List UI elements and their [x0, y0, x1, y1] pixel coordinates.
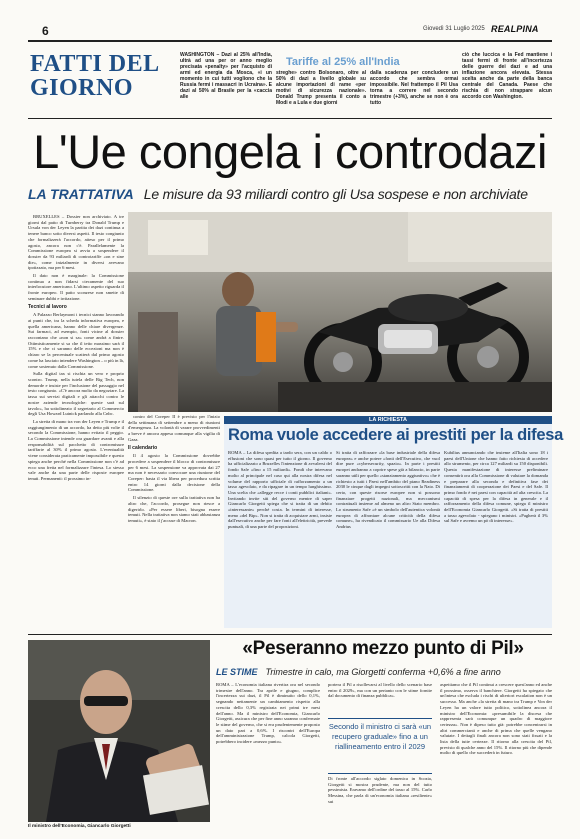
issue-date: Giovedì 31 Luglio 2025 [423, 26, 485, 32]
box-difesa-col1: ROMA – La difesa spedita a tardo sera, con un caldo o effusioni che sono quasi per tutto il giorno. Il governo ha ufficializzato a Bruxelles l'intenzione di avvalersi del fondo Safe «fino a 15 miliardi». Fondi che intervano molto al principale nel caso qui alla nostra difesa nel volume del rapporto ufficiale di rafforzamento a un tasso agevolato, e da ripagare in un tempo lunghissimo. Una scelta che «allegge recce i conti pubblici italiani». Invitando invite siti del governo mentre di saper Giancarlo Giorgetti spiega che si tratta di un debito «interessante» perché costa. In termini di interesse, meno «del Btp». Non si tratta di acquistare armi, insiste dall'esecutivo anche per fare fonti all'elettricità, prevede puntuali, di una parte del proposizioni. [228, 450, 332, 530]
box-difesa-headline: Roma vuole accedere ai prestiti per la difesa [228, 426, 563, 444]
main-headline: L'Ue congela i controdazi [33, 125, 547, 178]
giorgetti-photo-illustration [28, 640, 210, 822]
section-title [30, 52, 180, 101]
left-paragraph: BRUXELLES – Dossier non archiviato. A tre giorni dal patto di Turnberry tra Donald Trump e Ursula von der Leyen la partita dei dazi continua a tenere banco sotto diversi aspetti. Il testo congiunto che formalizzerà l'accordo, atteso per il primo agosto, ancora non c'è. Parallelamente la Commissione europea si avvia a sospendere il dossier da 93 miliardi di controtariffe «on e sine die», come inizialmente in diversi avevano ipotizzato, ma per 6 mesi. [28, 214, 124, 271]
header-rule [28, 40, 552, 42]
box-difesa-col3: Kubilius annunciando che insieme all'Italia sono 18 i paesi dell'Unione che hanno fatto richiesta di accedere allo strumento, per circa 127 miliardi su 150 disponibili. Questa manifestazione di interesse preliminare consentirà ora alla Commissione di valutare la domanda e preparare alla seconda e definitiva fase dei finanziamenti di cooperazione dei Paesi e del Safe. Il primo fondo è nei paesi con capacità ad alta crescita. La capacità di spesa per la difesa in generale e il rafforzamento della difesa comune, spiega il ministro dell'Economia Giancarlo Giorgetti. «Si tratta di prestiti a tasso agevolato - spiegano i ministri. «Pagherà il 3% sul Safe e avremo un pò di interesse». [444, 450, 548, 524]
box-difesa-col2: Si tratta di rafforzare «la base industriale della difesa europea» e anche potere «fonti dell'Esecutivo, che vuol dire pure «cybersecurity, spazio». In parte i prestiti europei andranno a coprire spese già a bilancio, in parte saranno utili per quello «stanziamento aggiuntivo» che è richiesto a tutti i Paesi nell'ambito del piano Readiness 2030 le cinque dagli impegni sottoscritti con la Nato. Di certo, con queste risorse europee non si possono finanziare progetti nazionali, ma meccanismi contrattuali insieme ad almeno un altro Stato membro. Lo strumento Safe «è un simbolo dell'autentica volontà europea di affrontare alcune criticità della difesa comune», ha rivendicato il commissario Ue alla Difesa Andrius [336, 450, 440, 530]
top-strip-rule [28, 118, 552, 119]
box-pil-col1: ROMA – L'economia italiana rivertira ora nel secondo trimestre dell'anno. Tra aprile e giugno, complice l'incertezza sui dazi, il Pil è diminuito dello 0,1%, segnando nettamente un cambiamento rispetto alla crescita dello 0,3% registrata nei primi tre mesi dell'anno. Ma il ministro dell'Economia, Giancarlo Giorgetti, assicura che per fine anno saranno confermate le stime del governo, che si era prudentemente proposto un dato pari a 0,6%. I riscontri dell'Europa dell'amministrazione Trump, calcola Giorgetti, potrebbero incidere «mezzo punto». [216, 682, 320, 745]
middle-paragraph: Il silenzio di queste ore sulla trattativa non ha altro che, l'accordo, prosegue non riesce a digerirlo. «Per essere liberi, bisogna essere temuti. Nella trattativa non siamo stati abbastanza temuti», è stato il j'accuse di Macron. [128, 495, 220, 523]
middle-subhead: Il calendario [128, 444, 158, 451]
left-paragraph: A Palazzo Berlaymont i tecnici stanno lavorando ai punti che, tra la scheda informativa europea, e quella americana, hanno delle chiare divergenze. Sui farmaci, ad esempio, fonti vicine al dossier raccontano che «non si sa» come andrà a finire. Ottimisticamente si sa che il tetto massimo sarà il 15% e che ci saranno delle eccezioni ma non è chiaro se la percentuale scatterà dal primo agosto come ha lasciato intendere Washington – o più in là, come sostenuto dalla Commissione. [28, 312, 124, 369]
giorgetti-photo [28, 640, 210, 822]
left-paragraph: Sulla digital tax si rischia un vero e proprio scontro. Trump, nella tutela delle Big Tech, non demorde e insiste per l'inclusione del passaggio nel testo congiunto. «C'è ancora molto da negoziare. La tassa sui servizi digitali e gli attacchi contro le nostre aziende tecnologiche: queste sarà sul tavolo», ha sottolineato il segretario al Commercio degli Usa Howard Lutnick parlando alla Cnbc. [28, 371, 124, 417]
box-pil-col2: portera il Pil a risollevarsi al livello dello scenario base entro il 2029», ma con un pertanto con le stime fornite dal documento di finanza pubblica». [328, 682, 432, 699]
box-pil-subtitle: Trimestre in calo, ma Giorgetti conferma +0,6% a fine anno [265, 667, 501, 677]
section-title-line2: GIORNO [30, 75, 134, 101]
pull-quote [328, 718, 432, 774]
middle-column [128, 414, 220, 614]
main-subtitle-row [28, 186, 552, 208]
box-pil-headline: «Peseranno mezzo punto di Pil» [242, 638, 524, 659]
middle-paragraph: Il 4 agosto la Commissione dovrebbe procedere a sospendere il blocco di contromisure per 6 mesi. La sospensione va approvata dai 27 ma non è necessario convocare una riunione del Coreper: basta il via libera per procedura scritta entro 14 giorni dalla decisione della Commissione. [128, 453, 220, 493]
mid-rule [28, 634, 552, 635]
left-subhead: Tecnici al lavoro [28, 303, 67, 310]
giorgetti-photo-caption: Il ministro dell'Economia, Giancarlo Giorgetti [28, 824, 131, 829]
middle-paragraph: contro del Coreper II è previsto per l'inizio della settimana di settembre a meno di riunioni d'emergenza. La volontà di varare provvedimenti a breve è ancora appesa comunque alla vigilia di Gaza. [128, 414, 220, 442]
top-strip-col2: streghe» contro Bolsonaro, oltre al 50% di dazi a livello globale su alcune importazioni di rame «per motivi di sicurezza nazionale». Donald Trump presenta il conto a Modi e a Lula e due giorni [276, 70, 366, 106]
factory-photo-illustration [128, 212, 552, 412]
box-difesa [224, 416, 563, 628]
masthead-logo: REALPINA [491, 24, 539, 34]
section-title-line1: FATTI DEL [30, 51, 160, 77]
top-strip-headline: Tariffe al 25% all'India [286, 56, 400, 68]
main-subtitle: Le misure da 93 miliardi contro gli Usa sospese e non archiviate [143, 186, 528, 202]
box-difesa-kicker: LA RICHIESTA [224, 416, 552, 424]
factory-photo [128, 212, 552, 412]
box-pil-subtitle-row [216, 662, 552, 676]
left-paragraph: La stretta di mano tra von der Leyen e Trump e il raggiungimento di un accordo, ha detto più volte il secondo la Commissione, hanno evitato il peggio. La Commissione intende ora guardare avanti e alla responsabilità sul pacchetto di contromisure tariffarie al 30% il primo agosto. L'eventualità viene considerata praticamente impossibile e questo spiega anche perché nella Commissione non c'è ad ecco una fretta nel formalizzare l'intesa. Lo stesso vale anche da una parte delle risposte europee tenuti. Permanenti: il prossimo in- [28, 418, 124, 481]
page-number: 6 [42, 24, 49, 38]
box-pil-kicker: LE STIME [216, 667, 258, 677]
box-pil-col2b: Di fronte all'accordo siglato domenica in Scozia, Giorgetti si mostra prudente, ma non del tutto pessimista. Eravamo dell'ordine del tasso al 15%. Carlo Messina, che parla di un'economia italiana «resiliente» sui [328, 776, 432, 804]
pull-quote-text: Secondo il ministro ci sarà «un recupero graduale» fino a un riallineamento entro il 2029 [328, 722, 432, 751]
top-strip-col4: ciò che luccica e la Fed mantiene i tassi fermi di fronte all'incertezza delle guerre dei dazi e ad una inflazione ancora elevata. Stessa scelta anche da parte della banca centrale del Canada. Paese che rischia di non strappare alcun accordo con Washington. [462, 52, 552, 100]
left-paragraph: Il dato non è marginale: la Commissione continua a non fidarsi ciecamente del suo interlocutore americano. L'ultimo aspetto riguarda il fronte europeo. Il patto sconzese non smette di seminare dubbi e irritazione. [28, 273, 124, 301]
top-strip-col3: dalla scadenza per concludere un accordo che sembra ormai impossibile. Nel frattempo il Pil Usa torna a correre nel secondo trimestre (+3%), anche se non è ora tutto [370, 70, 458, 106]
top-strip-col1: WASHINGTON – Dazi al 25% all'India, ultrà ad una per or anno meglio precisata «penalty» per l'acquisto di armi ed energia da Mosca, «i un momento in cui tutti vogliono che la Russia fermi i massacri in Ucraina». E dazi al 50% al Brasile per la «caccia alle [180, 52, 272, 100]
box-pil-col3: aspettiamo che il Pil continui a crescere quest'anno ed anche il prossimo, osserva il banchiere. Giorgetti ha spiegato che un'intesa che escluda i rischi di ulteriori escalation non è un successo. Ma anche «la stretta di mano tra Trump e Von der Leyen ha un valore tutto politico, sottolinea ancora il ministro dell'Economia: «presumibile la discesa che rappresenta sarà comunque un quadro di maggiore certezza». Non è dipeso tutto già: potrebbe concentrarsi in altri commercianti e anche di prima che quelle vengano valutate. I dettagli finali ancora non sono stati fissati e la lista della tutte certezze. Il ritorno alla crescita del Pil, previsto di qualche anno del 15%. Il ritorno più che dipende molto di quello che succederà in futuro. [440, 682, 552, 756]
page-header [28, 24, 552, 38]
main-kicker: LA TRATTATIVA [28, 186, 134, 202]
